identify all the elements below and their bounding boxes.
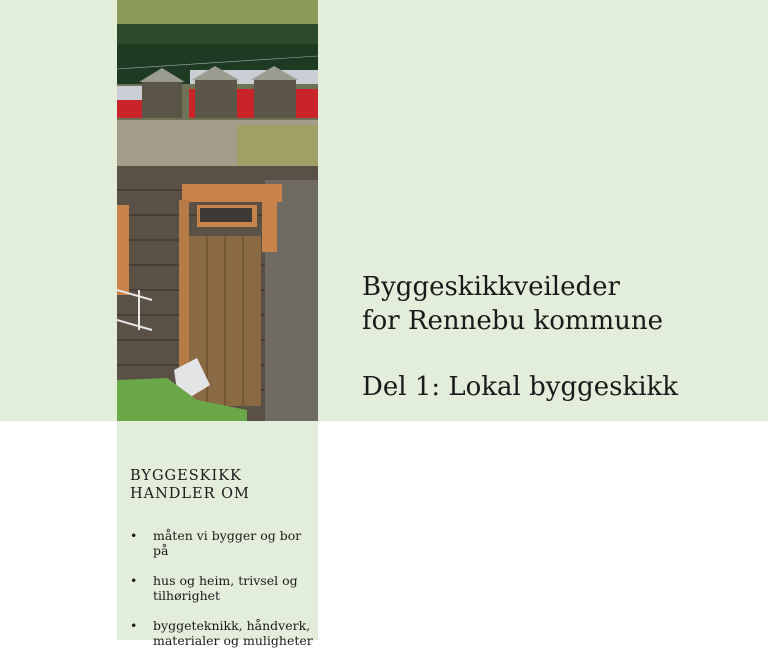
bullet-icon: • xyxy=(130,528,138,543)
bullet-icon: • xyxy=(130,618,138,633)
title-line: Byggeskikkveileder xyxy=(362,272,620,302)
list-item xyxy=(130,528,315,558)
subtitle: Del 1: Lokal byggeskikk xyxy=(362,372,679,402)
cover-photos xyxy=(117,0,318,421)
storehouses-photo xyxy=(117,24,318,166)
list-item-text: måten vi bygger og bor på xyxy=(153,528,302,558)
sidebar-list xyxy=(130,528,315,663)
list-item-text: tilhørighet xyxy=(153,588,221,603)
document-title xyxy=(362,270,678,404)
list-item xyxy=(130,573,315,603)
heading-line: HANDLER OM xyxy=(130,486,250,502)
old-door-photo xyxy=(117,166,318,421)
grass-field-photo xyxy=(117,0,318,24)
list-item-text: byggeteknikk, håndverk, xyxy=(153,618,311,633)
bullet-icon: • xyxy=(130,573,138,588)
list-item xyxy=(130,618,315,648)
list-item-text: materialer og muligheter xyxy=(153,633,313,648)
sidebar-heading xyxy=(130,467,250,503)
title-line: for Rennebu kommune xyxy=(362,306,664,336)
list-item-text: hus og heim, trivsel og xyxy=(153,573,298,588)
heading-line: BYGGESKIKK xyxy=(130,468,242,484)
